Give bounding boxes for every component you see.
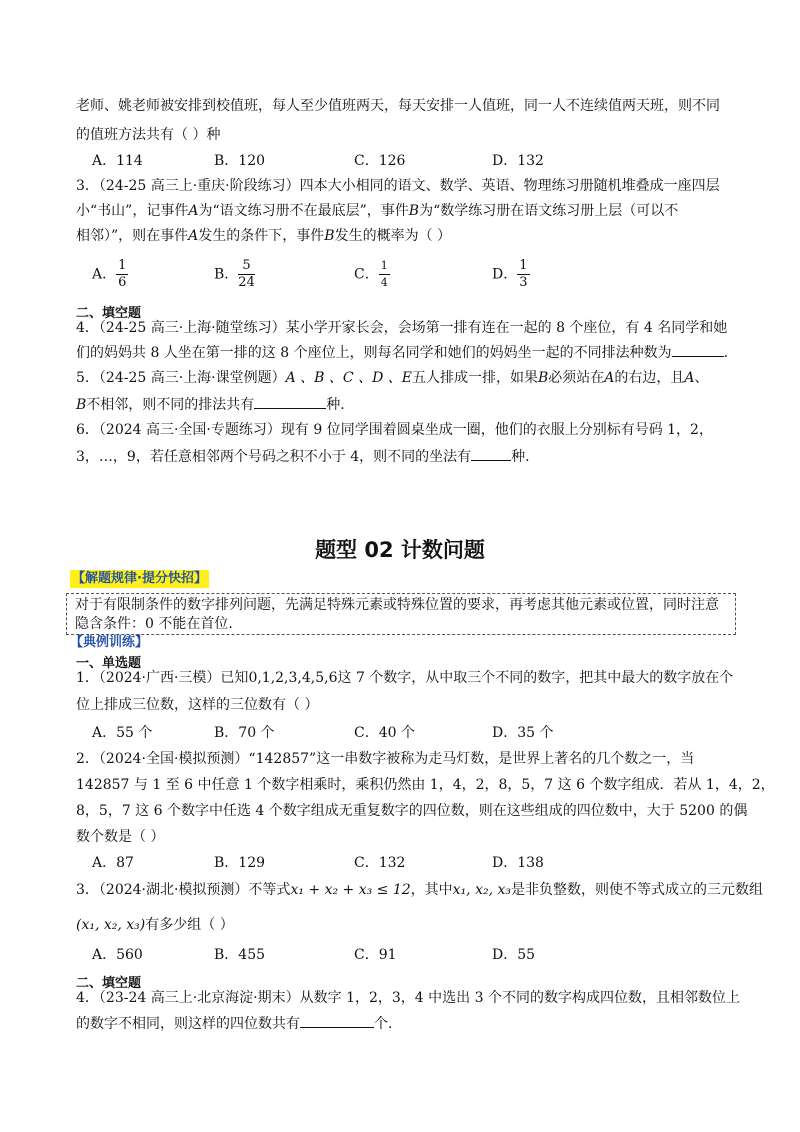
answer-blank: [300, 1013, 374, 1028]
q3-options: [92, 258, 732, 294]
q2-text-line3: 8，5，7 这 6 个数字中任选 4 个数字组成无重复数字的四位数，则在这些组成的四位数中，大于 5200 的偶: [76, 803, 748, 819]
q6-text-line1: 6．（2024 高三·全国·专题练习）现有 9 位同学围着圆桌坐成一圈，他们的衣服上分别标有号码 1，2，: [76, 422, 713, 438]
option-b: B． $\frac{5}{24}$: [214, 258, 255, 290]
answer-blank: [254, 394, 326, 409]
q2-text-line4: 数个数是（ ）: [76, 829, 165, 845]
option-a: A． $\frac{1}{6}$: [92, 258, 127, 290]
option-b: B．120: [214, 153, 266, 169]
q2-text-line1: 2．（2024·全国·模拟预测）“142857”这一串数字被称为走马灯数，是世界上著名的几个数之一，当: [76, 751, 695, 767]
option-c: C．91: [354, 947, 397, 963]
option-d: D．35 个: [492, 725, 554, 741]
q2-options: [92, 151, 732, 171]
option-b: B．129: [214, 855, 266, 871]
option-c: C．126: [354, 153, 406, 169]
tip-box: [66, 593, 736, 635]
option-c: C．132: [354, 855, 406, 871]
tip-line1: 对于有限制条件的数字排列问题，先满足特殊元素或特殊位置的要求，再考虑其他元素或位置，同时注意: [75, 597, 719, 613]
fill-in-heading: 二、填空题: [76, 306, 142, 321]
q3-options: [92, 945, 732, 965]
q4-text-line1: 4．（24-25 高三·上海·随堂练习）某小学开家长会，会场第一排有连在一起的 8 个座位，有 4 名同学和她: [76, 320, 728, 336]
q3-text-line2: (x₁, x₂, x₃)有多少组（ ）: [76, 917, 234, 933]
option-d: D．55: [492, 947, 536, 963]
option-a: A．114: [92, 153, 143, 169]
q4-text-line2: 们的妈妈共 8 人坐在第一排的这 8 个座位上，则每名同学和她们的妈妈坐一起的不同排法种数为 .: [76, 342, 728, 363]
q2-text-line2: 142857 与 1 至 6 中任意 1 个数字相乘时，乘积仍然由 1，4，2，8，5，7 这 6 个数字组成．若从 1，4，2，: [76, 777, 775, 793]
q1-text-line2: 位上排成三位数，这样的三位数有（ ）: [76, 697, 319, 713]
option-a: A．560: [92, 947, 143, 963]
q2-text-line2: 的值班方法共有（ ）种: [76, 127, 221, 143]
q5-text-line2: B不相邻，则不同的排法共有 种.: [76, 394, 345, 415]
section-title: 题型 02 计数问题: [315, 538, 485, 562]
answer-blank: [672, 342, 724, 357]
q4-text-line2: 的数字不相同，则这样的四位数共有 个.: [76, 1013, 392, 1034]
q3-text-line1: 3．（2024·湖北·模拟预测）不等式x₁ + x₂ + x₃ ≤ 12，其中x₁, x₂, x₃是非负整数，则使不等式成立的三元数组: [76, 882, 763, 898]
q1-options: [92, 723, 732, 743]
tip-line2: 隐含条件：0 不能在首位.: [75, 616, 233, 632]
q2-options: [92, 853, 732, 873]
q3-text-line2: 小“书山”，记事件A为“语文练习册不在最底层”，事件B为“数学练习册在语文练习册上层（可以不: [76, 203, 679, 219]
q1-text-line1: 1．（2024·广西·三模）已知0,1,2,3,4,5,6这 7 个数字，从中取三个不同的数字，把其中最大的数字放在个: [76, 670, 734, 686]
option-c: C．40 个: [354, 725, 415, 741]
example-tag: 【典例训练】: [70, 635, 149, 650]
q5-text-line1: 5．（24-25 高三·上海·课堂例题）A 、B 、C 、D 、E五人排成一排，如果B必须站在A的右边，且A、: [76, 370, 709, 386]
option-c: C． $\frac{1}{4}$: [354, 259, 388, 289]
q3-text-line3: 相邻）”，则在事件A发生的条件下，事件B发生的概率为（ ）: [76, 228, 452, 244]
option-d: D． $\frac{1}{3}$: [492, 258, 528, 290]
q6-text-line2: 3，…，9，若任意相邻两个号码之积不小于 4，则不同的坐法有 种.: [76, 446, 530, 467]
option-d: D．132: [492, 153, 544, 169]
option-d: D．138: [492, 855, 544, 871]
option-a: A．55 个: [92, 725, 153, 741]
q3-text-line1: 3．（24-25 高三上·重庆·阶段练习）四本大小相同的语文、数学、英语、物理练习册随机堆叠成一座四层: [76, 178, 720, 194]
option-b: B．455: [214, 947, 266, 963]
rule-tag: 【解题规律·提分快招】: [72, 571, 207, 586]
option-b: B．70 个: [214, 725, 275, 741]
q2-text-line1: 老师、姚老师被安排到校值班，每人至少值班两天，每天安排一人值班，同一人不连续值两天班，则不同: [76, 98, 720, 114]
fill-in-heading-2: 二、填空题: [76, 976, 142, 991]
single-choice-heading: 一、单选题: [76, 656, 142, 671]
q4-text-line1: 4．（23-24 高三上·北京海淀·期末）从数字 1，2，3，4 中选出 3 个不同的数字构成四位数，且相邻数位上: [76, 990, 740, 1006]
option-a: A．87: [92, 855, 134, 871]
answer-blank: [471, 446, 511, 461]
